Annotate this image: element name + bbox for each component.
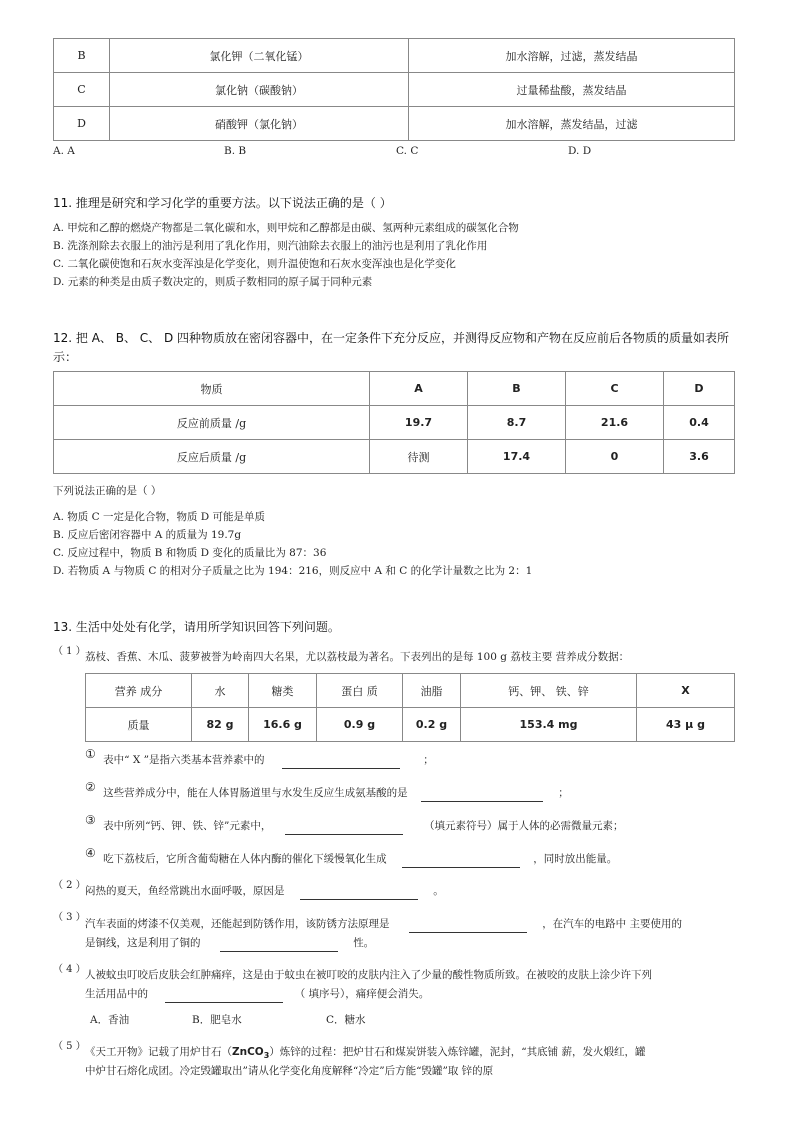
answer-blank-1[interactable] bbox=[282, 756, 400, 769]
q13-part4-option-b: B．肥皂水 bbox=[192, 1014, 242, 1026]
q13-part4-option-c: C．糖水 bbox=[326, 1014, 366, 1026]
q13-part4-option-a: A．香油 bbox=[90, 1014, 130, 1026]
q12-cell: 待测 bbox=[370, 440, 468, 474]
nutrition-header-cell: 蛋白 质 bbox=[317, 674, 403, 708]
q13-part5-line2: 中炉甘石熔化成团。冷定毁罐取出”请从化学变化角度解释“冷定”后方能“毁罐”取 锌的原 bbox=[85, 1065, 494, 1077]
q13-sub-3 bbox=[85, 813, 624, 835]
q12-header-cell: A bbox=[370, 372, 468, 406]
part3-line2-post: 性。 bbox=[353, 937, 375, 949]
q10-row-label: B bbox=[54, 39, 110, 73]
q12-cell: 反应前质量 /g bbox=[54, 406, 370, 440]
q13-sub-4 bbox=[85, 846, 618, 868]
q12-cell: 0 bbox=[566, 440, 664, 474]
q13-part2-number: （ 2 ） bbox=[53, 880, 86, 891]
part2-post: 。 bbox=[433, 885, 444, 897]
q11-title: 11. 推理是研究和学习化学的重要方法。以下说法正确的是（ ） bbox=[53, 196, 392, 210]
q11-option-c: C. 二氧化碳使饱和石灰水变浑浊是化学变化，则升温使饱和石灰水变浑浊也是化学变化 bbox=[53, 258, 456, 270]
q13-part1-number: （ 1 ） bbox=[53, 646, 86, 657]
q12-option-a: A. 物质 C 一定是化合物，物质 D 可能是单质 bbox=[53, 511, 266, 523]
q10-row-method: 过量稀盐酸，蒸发结晶 bbox=[409, 73, 735, 107]
q13-sub-2 bbox=[85, 780, 569, 802]
q10-row-method: 加水溶解，过滤，蒸发结晶 bbox=[409, 39, 735, 73]
circle-3-icon: ③ bbox=[85, 813, 96, 827]
part3-line2-text: 是铜线，这是利用了铜的 bbox=[85, 937, 201, 949]
zinc-carbonate-formula: ZnCO bbox=[232, 1046, 264, 1058]
q10-row-substance: 硝酸钾（氯化钠） bbox=[110, 107, 409, 141]
circle-1-icon: ① bbox=[85, 747, 96, 761]
nutrition-cell: 82 g bbox=[192, 708, 249, 742]
nutrition-cell: 质量 bbox=[86, 708, 192, 742]
q12-cell: 反应后质量 /g bbox=[54, 440, 370, 474]
q11-option-d: D. 元素的种类是由质子数决定的，则质子数相同的原子属于同种元素 bbox=[53, 276, 373, 288]
sub-4-post: ，同时放出能量。 bbox=[533, 853, 618, 865]
part3-mid: ，在汽车的电路中 主要使用的 bbox=[542, 918, 683, 930]
q11-option-b: B. 洗涤剂除去衣服上的油污是利用了乳化作用，则汽油除去衣服上的油污也是利用了乳化作用 bbox=[53, 240, 488, 252]
q13-nutrition-table bbox=[85, 673, 735, 742]
q12-option-d: D. 若物质 A 与物质 C 的相对分子质量之比为 194：216，则反应中 A 和 C 的化学计量数之比为 2：1 bbox=[53, 565, 533, 577]
q10-row-label: D bbox=[54, 107, 110, 141]
q13-part3-line2 bbox=[85, 934, 374, 952]
answer-blank-part2[interactable] bbox=[300, 887, 418, 900]
answer-blank-part4[interactable] bbox=[165, 990, 283, 1003]
q11-option-a: A. 甲烷和乙醇的燃烧产物都是二氧化碳和水，则甲烷和乙醇都是由碳、氢两种元素组成的碳氢化合物 bbox=[53, 222, 519, 234]
q10-row-method: 加水溶解，蒸发结晶，过滤 bbox=[409, 107, 735, 141]
q12-table bbox=[53, 371, 735, 474]
answer-blank-4[interactable] bbox=[402, 855, 520, 868]
q13-title: 13. 生活中处处有化学，请用所学知识回答下列问题。 bbox=[53, 620, 340, 634]
q12-cell: 21.6 bbox=[566, 406, 664, 440]
q10-row-substance: 氯化钠（碳酸钠） bbox=[110, 73, 409, 107]
q12-cell: 0.4 bbox=[664, 406, 735, 440]
part5-text-b: ）炼锌的过程：把炉甘石和煤炭饼装入炼锌罐，泥封，“其底铺 薪，发火煅红，罐 bbox=[269, 1046, 646, 1058]
nutrition-header-cell: 营养 成分 bbox=[86, 674, 192, 708]
q12-option-c: C. 反应过程中，物质 B 和物质 D 变化的质量比为 87：36 bbox=[53, 547, 327, 559]
q12-header-cell: 物质 bbox=[54, 372, 370, 406]
q10-option-c: C. C bbox=[396, 145, 419, 157]
sub-1-post: ； bbox=[423, 754, 434, 766]
nutrition-header-cell: 糖类 bbox=[249, 674, 317, 708]
part5-text-a: 《天工开物》记载了用炉甘石（ bbox=[85, 1046, 232, 1058]
sub-3-text: 表中所列“钙、钾、铁、锌”元素中， bbox=[103, 820, 272, 832]
sub-3-post: （填元素符号）属于人体的必需微量元素； bbox=[424, 820, 624, 832]
q12-cell: 3.6 bbox=[664, 440, 735, 474]
nutrition-cell: 0.2 g bbox=[403, 708, 461, 742]
q12-title: 12. 把 A、 B、 C、 D 四种物质放在密闭容器中，在一定条件下充分反应，并测得反应物和产物在反应前后各物质的质量如表所 bbox=[53, 331, 730, 345]
q13-part4-line1: 人被蚊虫叮咬后皮肤会红肿痛痒，这是由于蚊虫在被叮咬的皮肤内注入了少量的酸性物质所致。在被咬的皮肤上涂少许下列 bbox=[85, 969, 652, 981]
part3-text: 汽车表面的烤漆不仅美观，还能起到防锈作用，该防锈方法原理是 bbox=[85, 918, 390, 930]
nutrition-header-cell: 钙、钾、 铁、锌 bbox=[461, 674, 637, 708]
q12-prompt: 下列说法正确的是（ ） bbox=[53, 485, 162, 497]
q13-sub-1 bbox=[85, 747, 434, 769]
sub-2-text: 这些营养成分中，能在人体胃肠道里与水发生反应生成氨基酸的是 bbox=[103, 787, 408, 799]
q13-part4-number: （ 4 ） bbox=[53, 964, 86, 975]
circle-4-icon: ④ bbox=[85, 846, 96, 860]
q12-cell: 17.4 bbox=[468, 440, 566, 474]
answer-blank-3[interactable] bbox=[285, 822, 403, 835]
part4-line2-post: （ 填序号），痛痒便会消失。 bbox=[294, 988, 430, 1000]
q12-option-b: B. 反应后密闭容器中 A 的质量为 19.7g bbox=[53, 529, 242, 541]
q12-header-cell: B bbox=[468, 372, 566, 406]
q13-part5-number: （ 5 ） bbox=[53, 1041, 86, 1052]
circle-2-icon: ② bbox=[85, 780, 96, 794]
q10-option-d: D. D bbox=[568, 145, 592, 157]
answer-blank-part3b[interactable] bbox=[220, 939, 338, 952]
nutrition-cell: 43 μ g bbox=[637, 708, 735, 742]
q12-cell: 8.7 bbox=[468, 406, 566, 440]
nutrition-cell: 153.4 mg bbox=[461, 708, 637, 742]
nutrition-header-cell: 水 bbox=[192, 674, 249, 708]
answer-blank-2[interactable] bbox=[421, 789, 543, 802]
q13-part4-line2 bbox=[85, 985, 429, 1003]
sub-2-post: ； bbox=[558, 787, 569, 799]
sub-1-text: 表中“ X ”是指六类基本营养素中的 bbox=[103, 754, 265, 766]
answer-blank-part3a[interactable] bbox=[409, 920, 527, 933]
q10-row-substance: 氯化钾（二氧化锰） bbox=[110, 39, 409, 73]
q10-option-b: B. B bbox=[224, 145, 247, 157]
part4-line2-text: 生活用品中的 bbox=[85, 988, 148, 1000]
part2-text: 闷热的夏天，鱼经常跳出水面呼吸，原因是 bbox=[85, 885, 285, 897]
q13-part3-line1 bbox=[85, 915, 682, 933]
q12-cell: 19.7 bbox=[370, 406, 468, 440]
q10-table bbox=[53, 38, 735, 141]
q12-header-cell: C bbox=[566, 372, 664, 406]
q10-option-a: A. A bbox=[53, 145, 75, 157]
q12-header-cell: D bbox=[664, 372, 735, 406]
nutrition-cell: 16.6 g bbox=[249, 708, 317, 742]
nutrition-header-cell: 油脂 bbox=[403, 674, 461, 708]
formula-subscript: 3 bbox=[263, 1051, 270, 1061]
q13-part3-number: （ 3 ） bbox=[53, 912, 86, 923]
nutrition-cell: 0.9 g bbox=[317, 708, 403, 742]
q10-row-label: C bbox=[54, 73, 110, 107]
q13-part2 bbox=[85, 882, 444, 900]
sub-4-text: 吃下荔枝后，它所含葡萄糖在人体内酶的催化下缓慢氧化生成 bbox=[103, 853, 387, 865]
q13-part1-text: 荔枝、香蕉、木瓜、菠萝被誉为岭南四大名果，尤以荔枝最为著名。下表列出的是每 100 g 荔枝主要 营养成分数据： bbox=[85, 651, 630, 663]
nutrition-header-cell: X bbox=[637, 674, 735, 708]
q12-title-cont: 示： bbox=[53, 350, 78, 364]
